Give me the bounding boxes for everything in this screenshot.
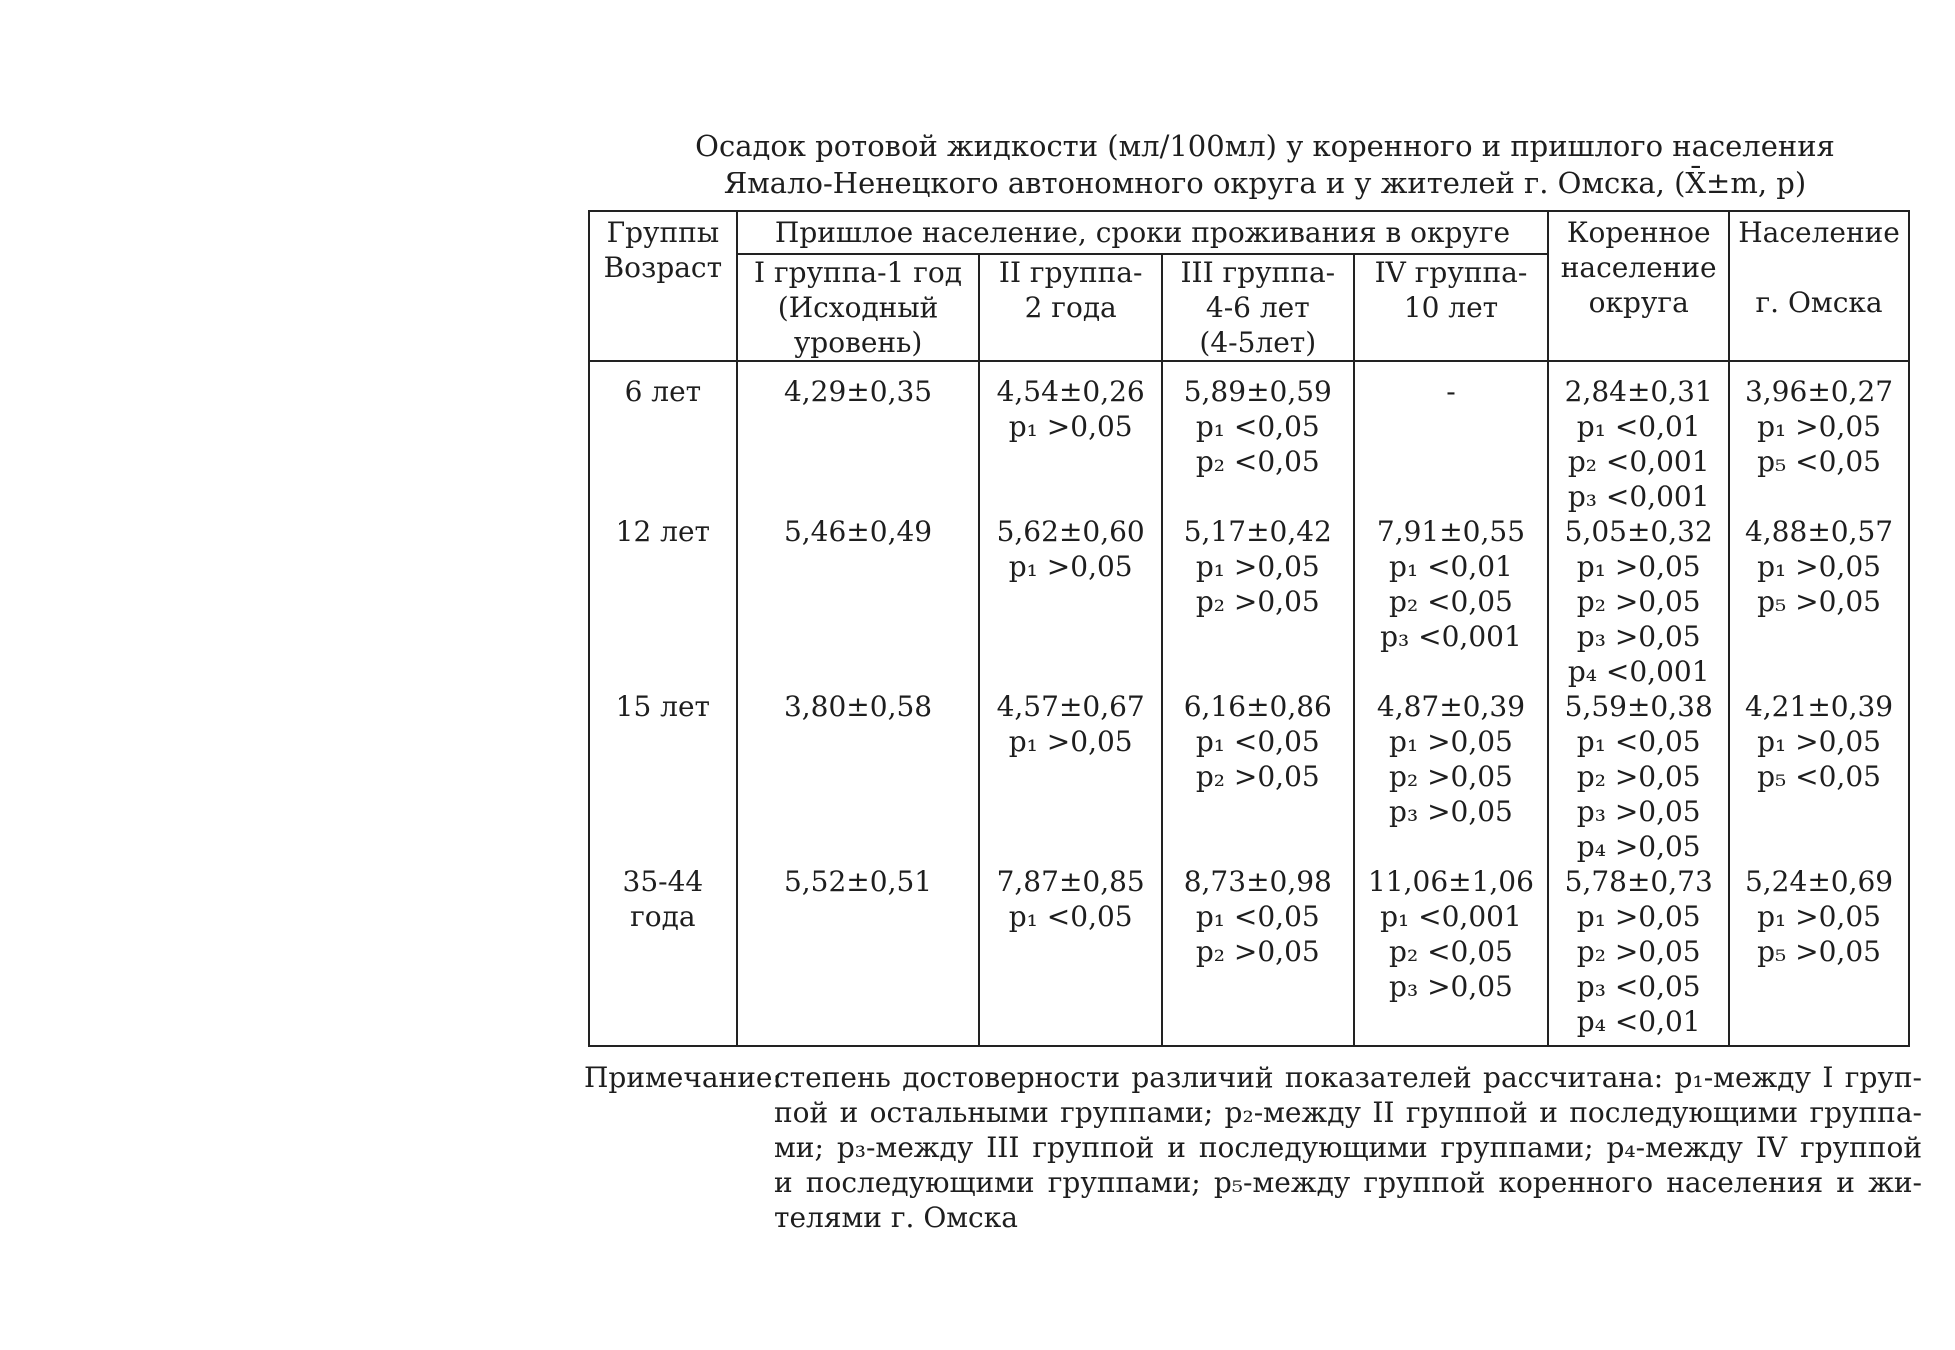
p-value: p₄ <0,001 bbox=[1567, 655, 1710, 688]
table-row bbox=[589, 514, 1909, 689]
age-cell bbox=[589, 864, 737, 1046]
table-caption bbox=[600, 128, 1930, 202]
p-value: p₅ <0,05 bbox=[1757, 445, 1881, 478]
mean-value: 3,96±0,27 bbox=[1744, 375, 1894, 408]
header-group-line: IV группа- bbox=[1374, 256, 1528, 289]
mean-value: 4,54±0,26 bbox=[996, 375, 1145, 408]
p-value: p₃ >0,05 bbox=[1576, 795, 1701, 828]
p-value: p₁ >0,05 bbox=[1008, 410, 1133, 443]
p-value: p₁ <0,05 bbox=[1195, 410, 1320, 443]
mean-value: 7,91±0,55 bbox=[1376, 515, 1526, 548]
p-value: p₁ >0,05 bbox=[1757, 550, 1881, 583]
p-value: p₅ >0,05 bbox=[1757, 585, 1881, 618]
value-cell bbox=[1548, 864, 1729, 1046]
header-group-line: уровень) bbox=[793, 326, 923, 359]
age-label: 6 лет bbox=[624, 375, 702, 408]
value-cell bbox=[1548, 361, 1729, 514]
age-label: 35-44 bbox=[622, 865, 704, 898]
note-line: пой и остальными группами; p₂-между II группой и последующими группа- bbox=[774, 1096, 1922, 1129]
header-native-line: Коренное bbox=[1566, 216, 1711, 249]
mean-value: 4,29±0,35 bbox=[783, 375, 933, 408]
p-value: p₅ >0,05 bbox=[1757, 935, 1881, 968]
age-cell bbox=[589, 514, 737, 689]
p-value: p₁ >0,05 bbox=[1195, 550, 1320, 583]
p-value: p₃ >0,05 bbox=[1576, 620, 1701, 653]
p-value: p₁ >0,05 bbox=[1389, 725, 1513, 758]
mean-value: 7,87±0,85 bbox=[996, 865, 1145, 898]
p-value: p₃ <0,05 bbox=[1576, 970, 1701, 1003]
p-value: p₁ <0,01 bbox=[1389, 550, 1513, 583]
header-migrant-population: Пришлое население, сроки проживания в округе bbox=[737, 211, 1549, 254]
p-value: p₂ <0,05 bbox=[1195, 445, 1320, 478]
p-value: p₂ <0,05 bbox=[1389, 585, 1513, 618]
p-value: p₃ <0,001 bbox=[1380, 620, 1522, 653]
mean-value: 5,62±0,60 bbox=[996, 515, 1145, 548]
p-value: p₄ <0,01 bbox=[1576, 1005, 1701, 1038]
header-omsk-line: Население bbox=[1738, 216, 1900, 249]
value-cell bbox=[979, 864, 1162, 1046]
value-cell bbox=[1354, 361, 1549, 514]
mean-value: 5,89±0,59 bbox=[1183, 375, 1332, 408]
header-group-line: I группа-1 год bbox=[754, 256, 963, 289]
p-value: p₂ >0,05 bbox=[1389, 760, 1513, 793]
header-corner-line: Группы bbox=[606, 216, 720, 249]
note-line: ми; p₃-между III группой и последующими группами; p₄-между IV группой bbox=[774, 1131, 1922, 1164]
header-group-line: (4-5лет) bbox=[1199, 326, 1317, 359]
header-group-2 bbox=[979, 254, 1162, 361]
value-cell bbox=[737, 361, 980, 514]
value-cell bbox=[1354, 689, 1549, 864]
value-cell bbox=[1548, 689, 1729, 864]
value-cell bbox=[1162, 361, 1354, 514]
note-line: степень достоверности различий показателей рассчитана: p₁-между I груп- bbox=[774, 1061, 1922, 1094]
value-cell bbox=[1729, 514, 1909, 689]
mean-value: 8,73±0,98 bbox=[1183, 865, 1332, 898]
mean-value: 5,59±0,38 bbox=[1564, 690, 1713, 723]
p-value: p₂ <0,001 bbox=[1567, 445, 1710, 478]
header-group-1 bbox=[737, 254, 980, 361]
p-value: p₁ >0,05 bbox=[1757, 410, 1881, 443]
header-corner-line: Возраст bbox=[603, 251, 723, 284]
value-cell bbox=[737, 514, 980, 689]
p-value: p₁ >0,05 bbox=[1008, 550, 1133, 583]
mean-value: 6,16±0,86 bbox=[1183, 690, 1332, 723]
data-table bbox=[588, 210, 1910, 1047]
mean-value: 4,57±0,67 bbox=[996, 690, 1145, 723]
value-cell bbox=[737, 689, 980, 864]
p-value: p₂ >0,05 bbox=[1576, 760, 1701, 793]
p-value: p₃ >0,05 bbox=[1389, 970, 1513, 1003]
note-label: Примечание: bbox=[584, 1061, 782, 1094]
header-group-line: II группа- bbox=[998, 256, 1143, 289]
note-line: телями г. Омска bbox=[774, 1201, 1018, 1234]
mean-value: 5,05±0,32 bbox=[1564, 515, 1713, 548]
p-value: p₄ >0,05 bbox=[1576, 830, 1701, 863]
header-group-line: 2 года bbox=[1024, 291, 1117, 324]
value-cell bbox=[979, 361, 1162, 514]
age-cell bbox=[589, 361, 737, 514]
p-value: p₁ >0,05 bbox=[1008, 725, 1133, 758]
p-value: p₂ >0,05 bbox=[1195, 935, 1320, 968]
p-value: p₂ >0,05 bbox=[1195, 585, 1320, 618]
value-cell bbox=[1162, 514, 1354, 689]
header-group-line: 10 лет bbox=[1403, 291, 1499, 324]
table-row bbox=[589, 689, 1909, 864]
value-cell bbox=[979, 514, 1162, 689]
caption-line-1: Осадок ротовой жидкости (мл/100мл) у коренного и пришлого населения bbox=[695, 129, 1835, 163]
age-label: 15 лет bbox=[615, 690, 711, 723]
mean-value: 4,87±0,39 bbox=[1376, 690, 1526, 723]
value-cell bbox=[1729, 864, 1909, 1046]
mean-value: 5,46±0,49 bbox=[783, 515, 933, 548]
p-value: p₁ <0,01 bbox=[1576, 410, 1701, 443]
value-cell bbox=[1162, 864, 1354, 1046]
header-corner bbox=[589, 211, 737, 361]
value-cell bbox=[1548, 514, 1729, 689]
mean-value: 3,80±0,58 bbox=[783, 690, 933, 723]
age-label: года bbox=[630, 900, 696, 933]
header-group-line: (Исходный bbox=[777, 291, 939, 324]
header-group-4 bbox=[1354, 254, 1549, 361]
p-value: p₅ <0,05 bbox=[1757, 760, 1881, 793]
header-group-line: 4-6 лет bbox=[1205, 291, 1310, 324]
value-cell bbox=[737, 864, 980, 1046]
value-cell bbox=[979, 689, 1162, 864]
p-value: p₁ <0,05 bbox=[1195, 725, 1320, 758]
caption-line-2: Ямало-Ненецкого автономного округа и у жителей г. Омска, (X̄±m, p) bbox=[723, 166, 1807, 200]
header-native-line: население bbox=[1560, 251, 1717, 284]
value-cell bbox=[1354, 514, 1549, 689]
table-row bbox=[589, 361, 1909, 514]
note-text bbox=[774, 1060, 1922, 1235]
header-omsk-line: г. Омска bbox=[1755, 286, 1883, 319]
mean-value: 2,84±0,31 bbox=[1564, 375, 1713, 408]
value-cell bbox=[1729, 361, 1909, 514]
p-value: p₁ <0,001 bbox=[1380, 900, 1522, 933]
p-value: p₂ >0,05 bbox=[1576, 585, 1701, 618]
p-value: p₁ <0,05 bbox=[1576, 725, 1701, 758]
p-value: p₁ <0,05 bbox=[1008, 900, 1133, 933]
p-value: p₂ >0,05 bbox=[1576, 935, 1701, 968]
table-body bbox=[589, 361, 1909, 1046]
mean-value: 5,17±0,42 bbox=[1183, 515, 1332, 548]
mean-value: - bbox=[1446, 375, 1456, 408]
mean-value: 5,52±0,51 bbox=[783, 865, 933, 898]
table-row bbox=[589, 864, 1909, 1046]
mean-value: 4,21±0,39 bbox=[1744, 690, 1894, 723]
header-group-line: III группа- bbox=[1180, 256, 1336, 289]
p-value: p₃ >0,05 bbox=[1389, 795, 1513, 828]
p-value: p₃ <0,001 bbox=[1567, 480, 1710, 513]
p-value: p₁ <0,05 bbox=[1195, 900, 1320, 933]
header-native-population bbox=[1548, 211, 1729, 361]
p-value: p₁ >0,05 bbox=[1576, 900, 1701, 933]
mean-value: 11,06±1,06 bbox=[1367, 865, 1534, 898]
value-cell bbox=[1162, 689, 1354, 864]
p-value: p₁ >0,05 bbox=[1576, 550, 1701, 583]
value-cell bbox=[1729, 689, 1909, 864]
header-omsk-population bbox=[1729, 211, 1909, 361]
mean-value: 5,24±0,69 bbox=[1744, 865, 1894, 898]
value-cell bbox=[1354, 864, 1549, 1046]
p-value: p₂ >0,05 bbox=[1195, 760, 1320, 793]
p-value: p₂ <0,05 bbox=[1389, 935, 1513, 968]
note-line: и последующими группами; p₅-между группой коренного населения и жи- bbox=[774, 1166, 1922, 1199]
header-group-3 bbox=[1162, 254, 1354, 361]
mean-value: 5,78±0,73 bbox=[1564, 865, 1713, 898]
header-native-line: округа bbox=[1588, 286, 1689, 319]
mean-value: 4,88±0,57 bbox=[1744, 515, 1894, 548]
age-label: 12 лет bbox=[615, 515, 711, 548]
p-value: p₁ >0,05 bbox=[1757, 725, 1881, 758]
p-value: p₁ >0,05 bbox=[1757, 900, 1881, 933]
age-cell bbox=[589, 689, 737, 864]
